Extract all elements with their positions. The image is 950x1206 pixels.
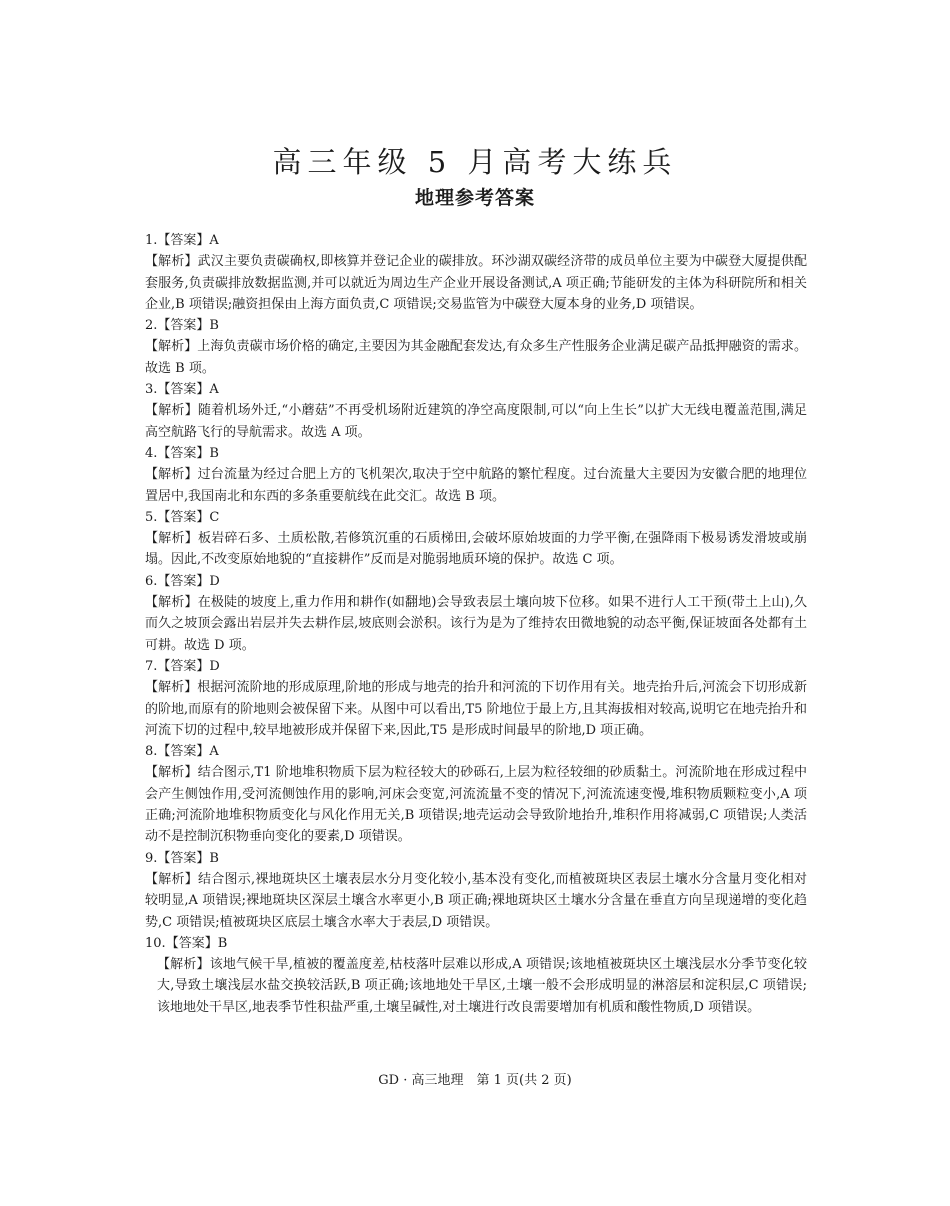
question-item-5 [145,507,807,571]
question-item-1 [145,230,807,315]
answer-line [145,230,807,251]
question-item-9 [145,848,807,933]
answer-text: 【答案】B [165,935,228,951]
answer-line [145,443,807,464]
question-number: 8. [145,744,158,760]
analysis-text: 【解析】随着机场外迁,“小蘑菇”不再受机场附近建筑的净空高度限制,可以“向上生长”以扩大无线电覆盖范围,满足高空航路飞行的导航需求。故选 A 项。 [145,403,807,440]
page-title: 高三年级 5 月高考大练兵 [272,145,678,179]
question-number: 3. [145,382,158,398]
analysis-text: 【解析】武汉主要负责碳确权,即核算并登记企业的碳排放。环沙湖双碳经济带的成员单位主要为中碳登大厦提供配套服务,负责碳排放数据监测,并可以就近为周边生产企业开展设备测试,A 项正确;节能研发的主体为科研院所和相关企业,B 项错误;融资担保由上海方面负责,C 项错误;交易监管为中碳登大厦本身的业务,D 项错误。 [145,254,807,312]
question-number: 1. [145,233,158,248]
answer-text: 【答案】A [157,744,219,760]
question-item-4 [145,443,807,507]
answer-text: 【答案】B [157,318,219,334]
answer-text: 【答案】D [157,658,220,674]
answer-line [145,741,807,762]
analysis-text: 【解析】根据河流阶地的形成原理,阶地的形成与地壳的抬升和河流的下切作用有关。地壳抬升后,河流会下切形成新的阶地,而原有的阶地则会被保留下来。从图中可以看出,T5 阶地位于最上方,且其海拔相对较高,说明它在地壳抬升和河流下切的过程中,较早地被形成并保留下来,因此,T5 是形成时间最早的阶地,D 项正确。 [145,680,807,738]
answer-text: 【答案】B [157,445,219,461]
answer-list [145,230,807,1018]
question-item-10 [145,933,807,1018]
answer-line [145,656,807,677]
question-item-3 [145,379,807,443]
answer-text: 【答案】B [157,850,219,866]
analysis-text: 【解析】板岩碎石多、土质松散,若修筑沉重的石质梯田,会破坏原始坡面的力学平衡,在强降雨下极易诱发滑坡或崩塌。因此,不改变原始地貌的“直接耕作”反而是对脆弱地质环境的保护。故选 C 项。 [145,531,807,568]
answer-line [145,933,807,954]
question-number: 4. [145,445,158,461]
question-item-8 [145,741,807,847]
answer-text: 【答案】D [157,573,220,589]
page-footer: GD · 高三地理 第 1 页(共 2 页) [378,1073,572,1088]
analysis-text: 【解析】过台流量为经过合肥上方的飞机架次,取决于空中航路的繁忙程度。过台流量大主要因为安徽合肥的地理位置居中,我国南北和东西的多条重要航线在此交汇。故选 B 项。 [145,467,807,504]
answer-text: 【答案】A [157,382,219,398]
question-number: 7. [145,658,158,674]
question-number: 9. [145,850,158,866]
answer-line [145,379,807,400]
question-number: 10. [145,935,166,951]
analysis-text: 【解析】结合图示,裸地斑块区土壤表层水分月变化较小,基本没有变化,而植被斑块区表层土壤水分含量月变化相对较明显,A 项错误;裸地斑块区深层土壤含水率更小,B 项正确;裸地斑块区土壤水分含量在垂直方向呈现递增的变化趋势,C 项错误;植被斑块区底层土壤含水率大于表层,D 项错误。 [145,871,807,930]
question-item-6 [145,571,807,656]
question-item-7 [145,656,807,741]
analysis-text: 【解析】结合图示,T1 阶地堆积物质下层为粒径较大的砂砾石,上层为粒径较细的砂质黏土。河流阶地在形成过程中会产生侧蚀作用,受河流侧蚀作用的影响,河床会变宽,河流流量不变的情况下,河流流速变慢,堆积物质颗粒变小,A 项正确;河流阶地堆积物质变化与风化作用无关,B 项错误;地壳运动会导致阶地抬升,堆积作用将减弱,C 项错误;人类活动不是控制沉积物垂向变化的要素,D 项错误。 [145,765,807,845]
page-subtitle: 地理参考答案 [414,187,535,209]
analysis-text: 【解析】在极陡的坡度上,重力作用和耕作(如翻地)会导致表层土壤向坡下位移。如果不进行人工干预(带土上山),久而久之坡顶会露出岩层并失去耕作层,坡底则会淤积。该行为是为了维持农田微地貌的动态平衡,保证坡面各处都有土可耕。故选 D 项。 [145,595,807,653]
answer-line [145,507,807,528]
question-number: 6. [145,573,158,589]
question-item-2 [145,315,807,379]
answer-line [145,315,807,336]
answer-text: 【答案】C [157,509,220,525]
question-number: 2. [145,318,158,334]
answer-line [145,571,807,592]
analysis-text: 【解析】上海负责碳市场价格的确定,主要因为其金融配套发达,有众多生产性服务企业满足碳产品抵押融资的需求。故选 B 项。 [145,339,807,376]
analysis-text: 【解析】该地气候干旱,植被的覆盖度差,枯枝落叶层难以形成,A 项错误;该地植被斑块区土壤浅层水分季节变化较大,导致土壤浅层水盐交换较活跃,B 项正确;该地地处干旱区,土壤一般不会形成明显的淋溶层和淀积层,C 项错误;该地地处干旱区,地表季节性积盐严重,土壤呈碱性,对土壤进行改良需要增加有机质和酸性物质,D 项错误。 [157,957,807,1015]
question-number: 5. [145,509,158,525]
answer-text: 【答案】A [157,233,219,248]
answer-line [145,848,807,869]
